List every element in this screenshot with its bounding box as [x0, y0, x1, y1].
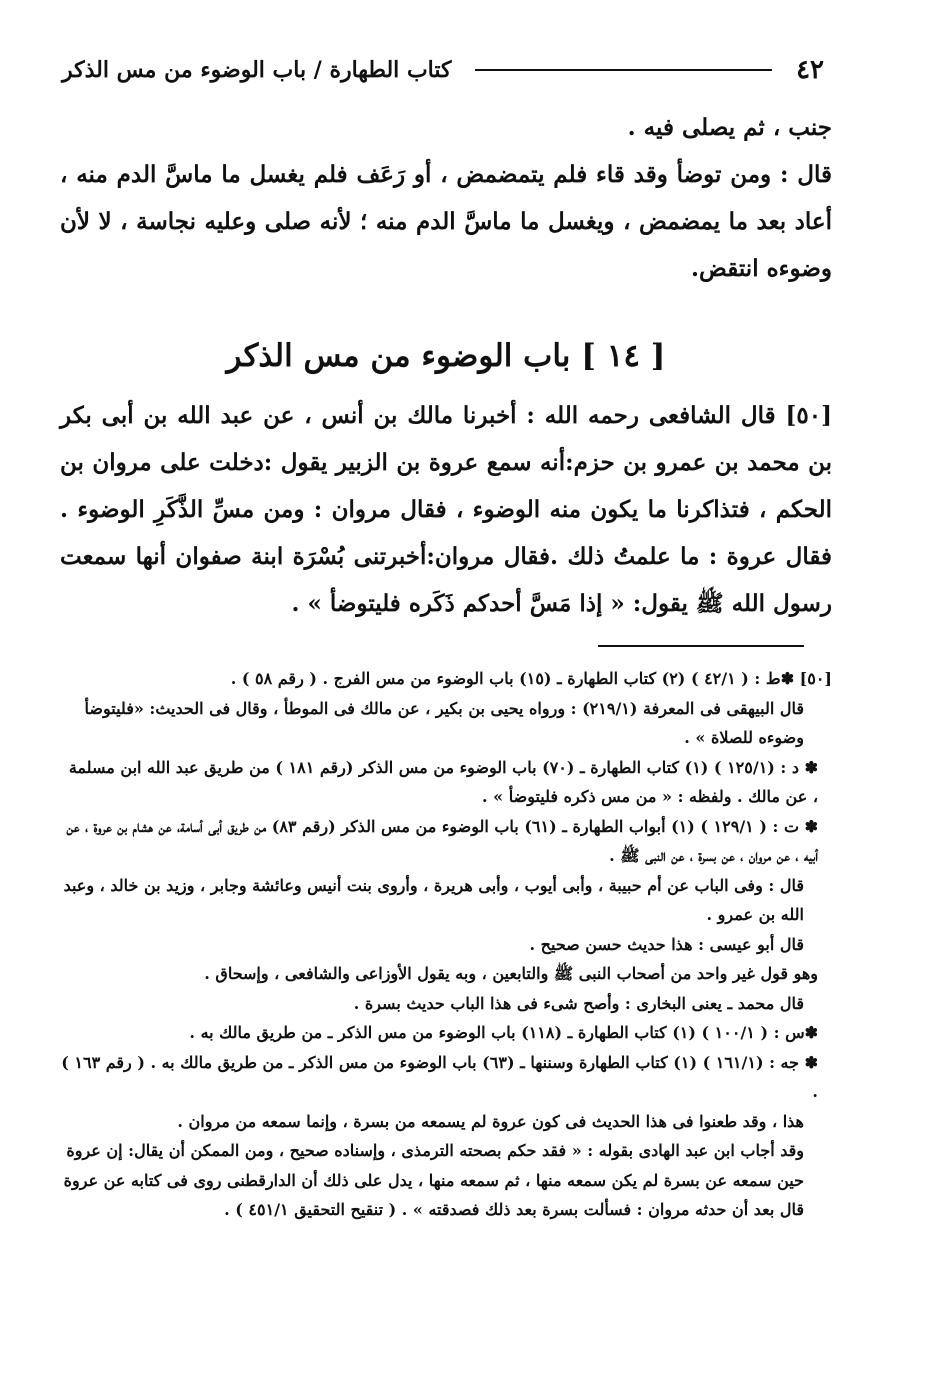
intro-body: ومن توضأ وقد قاء فلم يتمضمض ، أو رَعَف فلم يغسل ما ماسَّ الدم منه ، أعاد بعد ما يمضمض ، ويغسل ما ماسَّ الدم منه ؛ لأنه صلى وعليه نجاسة ، لا لأن وضوءه انتقض.: [60, 161, 832, 282]
footnote: ✽س : ( ١٠٠/١ ) (١) كتاب الطهارة ـ (١١٨) باب الوضوء من مس الذكر ـ من طريق مالك به .: [189, 1023, 818, 1042]
page-number: ٤٢: [796, 55, 824, 85]
hadith-paragraph: [60, 392, 832, 627]
footnote: وقد أجاب ابن عبد الهادى بقوله : « فقد حكم بصحته الترمذى ، وإسناده صحيح ، ومن الممكن أن يقال: إن عروة حين سمعه عن بسرة لم يكن سمعه منها ، ثم سمعه منها ، يدل على ذلك أن الدارقطنى روى فى كتابه عن عروة قال بعد أن حدثه مروان : فسألت بسرة بعد ذلك فصدقته » . ( تنقيح التحقيق ٤٥١/١ ) .: [63, 1141, 804, 1219]
footnotes: [60, 664, 832, 1225]
running-header: [62, 52, 824, 88]
footnote: قال البيهقى فى المعرفة (٢١٩/١) : ورواه يحيى بن بكير ، عن مالك فى الموطأ ، وقال فى الحديث: «فليتوضأ وضوءه للصلاة » .: [84, 698, 804, 747]
footnote: قال محمد ـ يعنى البخارى : وأصح شىء فى هذا الباب حديث بسرة .: [353, 993, 804, 1013]
intro-line: جنب ، ثم يصلى فيه .: [627, 114, 832, 141]
footnote: هذا ، وقد طعنوا فى هذا الحديث فى كون عروة لم يسمعه من بسرة ، وإنما سمعه من مروان .: [177, 1111, 804, 1131]
footnote: ✽ جه : (١٦١/١ ) (١) كتاب الطهارة وسننها ـ (٦٣) باب الوضوء من مس الذكر ـ من طريق مالك به . ( رقم ١٦٣ ) .: [61, 1052, 818, 1101]
footnote: قال : وفى الباب عن أم حبيبة ، وأبى أيوب ، وأبى هريرة ، وأروى بنت أنيس وعائشة وجابر ، وزيد بن خالد ، وعبد الله بن عمرو .: [63, 875, 804, 924]
footnote: وهو قول غير واحد من أصحاب النبى ﷺ والتابعين ، وبه يقول الأوزاعى والشافعى ، وإسحاق .: [204, 964, 818, 983]
running-title: كتاب الطهارة / باب الوضوء من مس الذكر: [62, 57, 452, 83]
footnote: [٥٠] ✽ط : ( ٤٢/١ ) (٢) كتاب الطهارة ـ (١٥) باب الوضوء من مس الفرج . ( رقم ٥٨ ) .: [230, 669, 832, 688]
hadith-body: رحمه الله : أخبرنا مالك بن أنس ، عن عبد الله بن أبى بكر بن محمد بن عمرو بن حزم:أنه سمع عروة بن الزبير يقول :دخلت على مروان بن الحكم ، فتذاكرنا ما يكون منه الوضوء ، فقال مروان : ومن مسِّ الذَّكَرِ الوضوء . فقال عروة : ما علمتُ ذلك .فقال مروان:أخبرتنى بُسْرَة ابنة صفوان أنها سمعت رسول الله ﷺ يقول: « إذا مَسَّ أحدكم ذَكَره فليتوضأ » .: [60, 402, 832, 617]
intro-lead: قال :: [779, 161, 832, 188]
footnote: ✽ د : (١٢٥/١ ) (١) كتاب الطهارة ـ (٧٠) باب الوضوء من مس الذكر (رقم ١٨١ ) من طريق عبد الله ابن مسلمة ، عن مالك . ولفظه : « من مس ذكره فليتوضأ » .: [68, 757, 818, 806]
intro-paragraph: [60, 151, 832, 292]
hadith-lead: [٥٠] قال الشافعى: [648, 402, 833, 429]
footnote: ✽ ت : ( ١٢٩/١ ) (١) أبواب الطهارة ـ (٦١) باب الوضوء من مس الذكر (رقم ٨٣) من طريق أبى أسامة، عن هشام بن عروة ، عن أبيه ، عن مروان ، عن بسرة ، عن النبى ﷺ .: [66, 816, 818, 865]
header-rule: [475, 69, 772, 71]
section-title: [ ١٤ ] باب الوضوء من مس الذكر: [226, 338, 666, 374]
hadith-text: [60, 392, 832, 627]
intro-text: [60, 104, 832, 292]
footnote: قال أبو عيسى : هذا حديث حسن صحيح .: [529, 934, 804, 954]
footnote-rule: [598, 645, 804, 647]
